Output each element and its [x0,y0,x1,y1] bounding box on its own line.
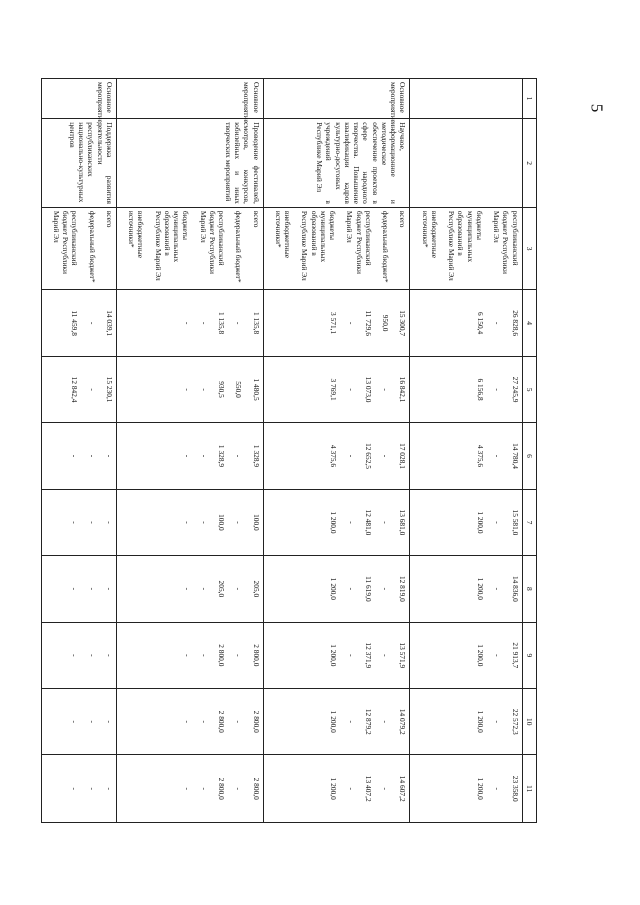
activity-description: Поддержка развития деятельности республиканских национально-культурных центров [41,119,116,208]
amount-value: - [70,587,80,591]
amount-value: - [87,388,97,391]
amount-value: 1 135,8 [251,312,261,335]
amount-cell [263,755,410,823]
amount-cell [41,290,116,356]
amount-value: - [381,587,391,591]
amount-cell [116,622,263,688]
amount-value: - [234,787,244,790]
amount-value: - [381,521,391,524]
amount-value: 14 039,1 [104,310,114,337]
funding-source: бюджеты муниципальных образований в Республике Марий Эл [447,210,484,281]
amount-value: - [493,454,503,458]
amount-value: - [346,654,356,657]
amount-value: - [493,388,503,391]
amount-value: - [182,388,192,391]
amount-value: - [234,720,244,723]
amount-value: - [493,787,503,790]
amount-value: - [70,720,80,723]
amount-value: - [70,787,80,790]
amount-value: 1 200,0 [329,511,339,534]
amount-value: - [182,654,192,657]
funding-source: бюджеты муниципальных образований в Республике Марий Эл [300,210,338,281]
funding-source: республиканский бюджет Республики Марий Эл [492,210,520,274]
amount-value: - [199,454,209,458]
amount-value: - [104,720,114,723]
activity-description [410,119,522,208]
funding-sources [41,207,116,290]
funding-source: бюджеты муниципальных образований в Республике Марий Эл [153,210,191,281]
amount-value: - [493,521,503,524]
amount-value: 205,0 [251,580,261,598]
amount-value: - [381,454,391,458]
funding-source: федеральный бюджет* [234,210,244,283]
amount-value: - [346,720,356,723]
amount-value: - [346,787,356,790]
amount-value: - [182,454,192,458]
amount-value: 1 200,0 [476,511,486,534]
amount-value: 2 800,0 [217,777,227,800]
amount-cell [263,489,410,555]
amount-value: 26 828,6 [510,310,520,337]
amount-cell [263,622,410,688]
amount-cell [410,423,522,489]
amount-value: - [234,321,244,325]
amount-cell [410,755,522,823]
amount-value: 2 800,0 [251,777,261,800]
amount-cell [410,489,522,555]
amount-cell [410,689,522,755]
amount-value: 950,0 [381,314,391,332]
amount-value: 12 879,2 [363,708,373,735]
amount-value: 14 607,2 [398,775,408,802]
amount-value: - [104,521,114,524]
amount-value: 6 150,4 [476,312,486,335]
amount-cell [410,622,522,688]
amount-value: - [199,787,209,790]
amount-value: 11 459,8 [70,310,80,336]
amount-value: - [182,787,192,790]
amount-value: 15 230,1 [104,376,114,403]
funding-source: федеральный бюджет* [381,210,391,283]
amount-value: - [346,454,356,458]
amount-cell [263,290,410,356]
col-header: 8 [522,556,536,622]
amount-value: 12 481,0 [363,509,373,536]
amount-value: 16 842,1 [398,376,408,403]
amount-value: 1 200,0 [476,577,486,600]
amount-value: 14 836,0 [510,575,520,602]
amount-value: 3 769,1 [329,378,339,401]
amount-value: 1 200,0 [329,577,339,600]
amount-value: - [70,454,80,458]
col-header: 4 [522,290,536,356]
amount-value: 2 800,0 [217,644,227,667]
table-row [116,79,263,823]
amount-value: 11 619,0 [363,576,373,602]
amount-value: - [381,654,391,657]
amount-value: - [87,587,97,591]
funding-source: всего [104,210,114,228]
amount-value: 23 358,0 [510,775,520,802]
amount-value: 930,5 [217,381,227,398]
activity-description: Проведение фестивалей, смотров, конкурсов, юбилейных и иных творческих мероприятий [116,119,263,208]
amount-cell [41,755,116,823]
amount-value: - [234,654,244,657]
col-header: 9 [522,622,536,688]
amount-value: 15 581,0 [510,509,520,536]
amount-value: 1 480,5 [251,378,261,401]
amount-value: - [182,720,192,723]
col-header: 11 [522,755,536,823]
amount-value: 2 800,0 [217,710,227,733]
amount-value: - [381,388,391,391]
amount-cell [263,423,410,489]
amount-value: 12 652,5 [363,443,373,469]
amount-value: - [199,587,209,591]
table-row [410,79,522,823]
amount-value: 1 200,0 [476,710,486,733]
amount-value: - [87,321,97,325]
amount-value: - [346,388,356,391]
col-header: 10 [522,689,536,755]
amount-value: - [234,521,244,524]
amount-cell [41,556,116,622]
amount-value: - [87,521,97,524]
amount-value: 4 375,6 [476,444,486,468]
amount-value: 12 842,4 [70,376,80,403]
activity-type: Основное мероприятие [263,79,410,119]
col-header: 7 [522,489,536,555]
amount-value: - [104,454,114,458]
rotated-table-wrapper [51,78,537,823]
amount-value: 550,0 [234,381,244,398]
amount-cell [410,290,522,356]
amount-value: 13 571,9 [398,642,408,669]
amount-value: - [234,454,244,458]
amount-cell [263,556,410,622]
amount-value: 1 200,0 [476,644,486,667]
amount-value: - [199,388,209,391]
amount-value: 4 375,6 [329,444,339,468]
activity-type: Основное мероприятие [41,79,116,119]
amount-value: 17 028,1 [398,443,408,469]
funding-source: федеральный бюджет* [87,210,97,283]
funding-source: республиканский бюджет Республики Марий Эл [51,210,80,274]
amount-value: - [199,654,209,657]
amount-value: - [234,587,244,591]
amount-value: 14 780,4 [510,443,520,469]
activity-description: Научное, информационное и методическое обеспечение проектов в сфере народного творчества. Повышение квалификации кадров культурно-досуговых учреждений в Республике Марий Эл [263,119,410,208]
amount-cell [116,489,263,555]
amount-value: - [182,521,192,524]
funding-source: внебюджетные источники* [420,210,439,258]
amount-value: - [493,720,503,723]
amount-value: 3 571,1 [329,312,339,335]
amount-value: - [87,454,97,458]
amount-value: - [87,720,97,723]
amount-value: - [182,587,192,591]
amount-value: 13 681,0 [398,509,408,536]
table-body [41,79,522,823]
funding-sources [410,207,522,290]
amount-cell [263,356,410,422]
amount-value: - [70,521,80,524]
amount-value: - [493,654,503,657]
amount-cell [116,423,263,489]
amount-cell [41,423,116,489]
col-header: 6 [522,423,536,489]
amount-cell [410,356,522,422]
amount-value: 13 407,2 [363,775,373,802]
amount-value: 13 073,0 [363,376,373,403]
amount-value: - [346,521,356,524]
page-number: 5 [587,103,607,113]
amount-value: 21 913,7 [510,642,520,669]
amount-value: - [493,321,503,325]
amount-cell [41,622,116,688]
amount-value: 1 328,9 [217,444,227,468]
amount-value: 15 300,7 [398,310,408,337]
col-header: 2 [522,119,536,208]
amount-value: 11 729,6 [363,310,373,336]
funding-source: внебюджетные источники* [127,210,146,258]
funding-source: республиканский бюджет Республики Марий Эл [345,210,373,274]
col-header: 5 [522,356,536,422]
amount-cell [116,556,263,622]
amount-value: - [70,654,80,657]
amount-value: - [182,321,192,325]
amount-value: 1 200,0 [329,710,339,733]
amount-value: 12 819,0 [398,575,408,602]
amount-cell [410,556,522,622]
col-header: 1 [522,79,536,119]
amount-value: 1 200,0 [329,777,339,800]
funding-sources [116,207,263,290]
amount-cell [116,356,263,422]
amount-value: - [87,654,97,657]
table-row [263,79,410,823]
header-row [522,79,536,823]
amount-value: 6 156,8 [476,378,486,401]
amount-value: - [104,787,114,790]
funding-source: всего [251,210,261,228]
amount-cell [41,356,116,422]
amount-value: 100,0 [251,514,261,531]
amount-value: - [346,321,356,325]
amount-value: - [199,720,209,723]
amount-value: 1 135,8 [217,312,227,335]
table-row [41,79,116,823]
amount-value: 27 245,9 [510,376,520,403]
amount-value: - [199,321,209,325]
amount-cell [116,290,263,356]
amount-value: 1 200,0 [476,777,486,800]
amount-value: 2 800,0 [251,644,261,667]
funding-sources [263,207,410,290]
col-header: 3 [522,207,536,290]
amount-value: 2 800,0 [251,710,261,733]
amount-value: 1 200,0 [329,644,339,667]
amount-cell [263,689,410,755]
amount-value: 1 328,9 [251,444,261,468]
amount-value: - [104,654,114,657]
amount-value: 14 079,2 [398,708,408,735]
amount-value: - [346,587,356,591]
amount-cell [41,489,116,555]
amount-value: - [493,587,503,591]
activity-type [410,79,522,119]
amount-value: - [104,587,114,591]
amount-value: 205,0 [217,580,227,598]
amount-value: 12 371,9 [363,642,373,669]
amount-value: - [381,720,391,723]
amount-value: - [199,521,209,524]
activity-type: Основное мероприятие [116,79,263,119]
amount-cell [41,689,116,755]
funding-source: всего [398,210,408,228]
funding-source: республиканский бюджет Республики Марий Эл [198,210,227,274]
funding-source: внебюджетные источники* [273,210,293,258]
budget-table [41,78,537,823]
amount-value: 100,0 [217,514,227,531]
amount-value: - [87,787,97,790]
amount-value: 22 572,3 [510,708,520,735]
amount-value: - [381,787,391,790]
amount-cell [116,755,263,823]
amount-cell [116,689,263,755]
